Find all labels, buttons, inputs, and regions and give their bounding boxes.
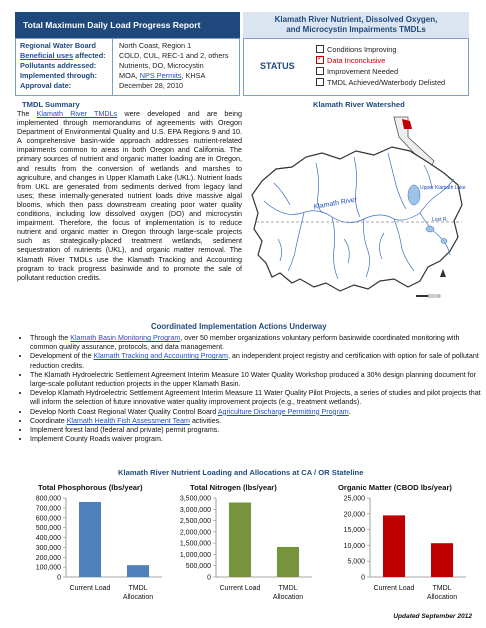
bar	[383, 515, 405, 577]
status-option-inconclusive[interactable]	[316, 56, 385, 65]
list-item	[30, 408, 486, 417]
watershed-boundary	[252, 147, 462, 291]
status-option-label: Conditions Improving	[327, 45, 397, 54]
y-tick-label: 0	[207, 574, 211, 582]
list-item	[30, 352, 486, 370]
status-option-needed[interactable]	[316, 67, 398, 76]
lake	[441, 239, 447, 244]
bar	[229, 503, 251, 577]
report-subtitle-line1: Klamath River Nutrient, Dissolved Oxygen,	[274, 15, 438, 24]
x-tick-label: Current Load	[219, 585, 261, 592]
chart-organic-matter	[318, 492, 470, 610]
y-tick-label: 700,000	[35, 505, 61, 513]
permitting-program-link[interactable]: Agriculture Discharge Permitting Program	[217, 407, 349, 416]
charts-title: Klamath River Nutrient Loading and Allocations at CA / OR Stateline	[118, 468, 364, 477]
action-text: , an independent project registry and certification with option for sale of pollutant reduction credits.	[30, 352, 479, 370]
checkbox-icon	[316, 45, 324, 53]
scale-bar	[416, 295, 440, 297]
lake	[426, 226, 434, 232]
actions-title: Coordinated Implementation Actions Underway	[151, 322, 327, 331]
y-tick-label: 0	[361, 574, 365, 582]
chart-title-organic-matter: Organic Matter (CBOD lbs/year)	[338, 483, 452, 492]
map-label-upper-klamath-lake: Upper Klamath Lake	[420, 185, 466, 191]
action-text: , over 50 member organizations voluntary perform basinwide coordinated monitoring with common quality assurance, protocols, and data management.	[30, 334, 460, 352]
bar	[431, 543, 453, 577]
y-tick-label: 0	[57, 574, 61, 582]
map-label-lost-river: Lost R.	[432, 217, 448, 223]
implemented-value-a: MOA,	[119, 71, 140, 80]
klamath-tmdls-link[interactable]: Klamath River TMDLs	[36, 109, 118, 118]
report-subtitle	[243, 12, 469, 38]
x-tick-label: TMDL	[432, 585, 452, 592]
list-item	[30, 334, 486, 352]
bar	[127, 565, 149, 577]
y-tick-label: 1,500,000	[179, 540, 211, 548]
status-option-achieved[interactable]	[316, 78, 445, 87]
x-tick-label: Allocation	[272, 594, 304, 601]
implemented-value-b: , KHSA	[181, 71, 206, 80]
uses-key	[20, 51, 106, 61]
pollutants-value: Nutrients, DO, Microcystin	[119, 61, 204, 70]
y-tick-label: 2,500,000	[179, 518, 211, 526]
y-tick-label: 800,000	[35, 495, 61, 503]
bar	[277, 547, 299, 577]
status-option-improving[interactable]	[316, 45, 396, 54]
chart-title-nitrogen: Total Nitrogen (lbs/year)	[190, 483, 277, 492]
y-tick-label: 400,000	[35, 535, 61, 542]
status-option-label: Improvement Needed	[327, 67, 399, 76]
summary-text-b: were developed and are being implemented through memorandums of agreements with Oregon Department of Environmental Quality and U.S. EPA Regions 9 and 10. A comprehensive basin-wide approach addresses nutrient-related impairments common to areas in both Oregon and California. The primary sources of nutrient and organic matter loading are in Oregon, and results from the conversion of wetlands and marshes to agriculture, and changes in Upper Klamath Lake (UKL). Nutrient loads from UKL are generated from sediments derived from legacy land uses; these internally-generated nutrient loads drive massive algal blooms, which then pass downstream creating poor water quality conditions, including low dissolved oxygen (DO) and microcystin impairment. Therefore, the focus of implementation is to reduce nutrient and organic matter in Oregon through large-scale projects such as strategically-placed treatment wetlands, sediment sequestration of nutrients (UKL), and organic matter removal. The Klamath River TMDLs use the Klamath Tracking and Accounting program to track progress basinwide and to promote the sale of pollutant reduction credits.	[17, 109, 243, 282]
status-option-label: TMDL Achieved/Waterbody Delisted	[327, 78, 446, 87]
y-tick-label: 15,000	[343, 527, 365, 535]
map-title: Klamath River Watershed	[313, 100, 405, 109]
chart-nitrogen	[164, 492, 316, 610]
report-title	[15, 12, 240, 38]
info-divider	[112, 39, 113, 95]
checkbox-icon	[316, 78, 324, 86]
chart-title-phosphorus: Total Phosphorous (lbs/year)	[38, 483, 143, 492]
x-tick-label: Allocation	[122, 594, 154, 601]
action-text: activities.	[189, 416, 222, 425]
report-subtitle-line2: and Microcystin Impairments TMDLs	[286, 25, 426, 34]
implemented-value	[119, 71, 205, 81]
status-option-label: Data Inconclusive	[327, 56, 386, 65]
status-label: STATUS	[260, 61, 295, 71]
list-item	[30, 435, 486, 444]
action-text: .	[348, 407, 351, 416]
y-tick-label: 2,000,000	[179, 529, 211, 537]
y-tick-label: 500,000	[185, 563, 211, 571]
approval-value: December 28, 2010	[119, 81, 184, 90]
beneficial-uses-link[interactable]: Beneficial uses	[20, 51, 74, 60]
action-text: The Klamath Hydroelectric Settlement Agreement Interim Measure 10 Water Quality Workshop produced a 30% design planning document for large-scale pollutant reduction projects in the upper Klamath Basin.	[30, 370, 476, 389]
action-text: Through the	[30, 334, 71, 342]
nps-permits-link[interactable]: NPS Permits	[139, 71, 182, 80]
summary-title: TMDL Summary	[22, 100, 80, 109]
uses-value: COLD, CUL, REC-1 and 2, others	[119, 51, 229, 60]
list-item	[30, 426, 486, 435]
y-tick-label: 600,000	[35, 515, 61, 523]
chart-phosphorus	[14, 492, 166, 610]
fish-assessment-link[interactable]: Klamath Health Fish Assessment Team	[66, 416, 190, 425]
action-text: Develop North Coast Regional Water Quality Control Board	[30, 407, 218, 416]
x-tick-label: Allocation	[426, 594, 458, 601]
y-tick-label: 25,000	[343, 495, 365, 503]
action-text: Development of the	[30, 352, 94, 361]
north-arrow-icon	[440, 269, 446, 277]
list-item	[30, 417, 486, 426]
summary-text	[17, 109, 242, 282]
board-value: North Coast, Region 1	[119, 41, 192, 50]
y-tick-label: 500,000	[35, 525, 61, 533]
tracking-program-link[interactable]: Klamath Tracking and Accounting Program	[93, 352, 228, 361]
pollutants-key: Pollutants addressed:	[20, 61, 97, 70]
tmdl-info-box	[15, 38, 240, 96]
report-title-text: Total Maximum Daily Load Progress Report	[23, 20, 201, 30]
action-text: Coordinate	[30, 416, 67, 425]
y-tick-label: 20,000	[343, 511, 365, 519]
implemented-key: Implemented through:	[20, 71, 98, 80]
y-tick-label: 300,000	[35, 544, 61, 552]
list-item	[30, 389, 486, 407]
action-text: Implement forest land (federal and private) permit programs.	[30, 426, 220, 435]
y-tick-label: 200,000	[35, 554, 61, 562]
y-tick-label: 100,000	[35, 564, 61, 572]
checked-checkbox-icon	[316, 56, 324, 64]
approval-key: Approval date:	[20, 81, 72, 90]
status-box	[243, 38, 469, 96]
y-tick-label: 5,000	[347, 558, 365, 566]
x-tick-label: Current Load	[69, 585, 111, 592]
y-tick-label: 3,000,000	[179, 506, 211, 514]
checkbox-icon	[316, 67, 324, 75]
summary-text-a: The	[17, 109, 37, 118]
bar	[79, 502, 101, 577]
y-tick-label: 10,000	[343, 542, 365, 550]
actions-list	[18, 334, 486, 444]
x-tick-label: TMDL	[278, 585, 298, 592]
x-tick-label: TMDL	[128, 585, 148, 592]
board-key: Regional Water Board	[20, 41, 96, 50]
x-tick-label: Current Load	[373, 585, 415, 592]
list-item	[30, 371, 486, 389]
uses-key-rest: affected:	[73, 51, 106, 60]
action-text: Develop Klamath Hydroelectric Settlement Agreement Interim Measure 11 Water Quality Pilot Projects, a series of studies and pilot projects that will inform the selection of future innovative water quality improvement projects (e.g., treatment wetlands).	[30, 389, 481, 407]
watershed-map	[244, 109, 470, 311]
map-label-klamath-river: Klamath River	[313, 196, 358, 211]
y-tick-label: 1,000,000	[179, 551, 211, 559]
updated-date: Updated September 2012	[393, 613, 472, 620]
y-tick-label: 3,500,000	[179, 495, 211, 503]
monitoring-program-link[interactable]: Klamath Basin Monitoring Program	[70, 334, 181, 342]
upper-klamath-lake	[408, 185, 420, 205]
action-text: Implement County Roads waiver program.	[30, 435, 163, 444]
